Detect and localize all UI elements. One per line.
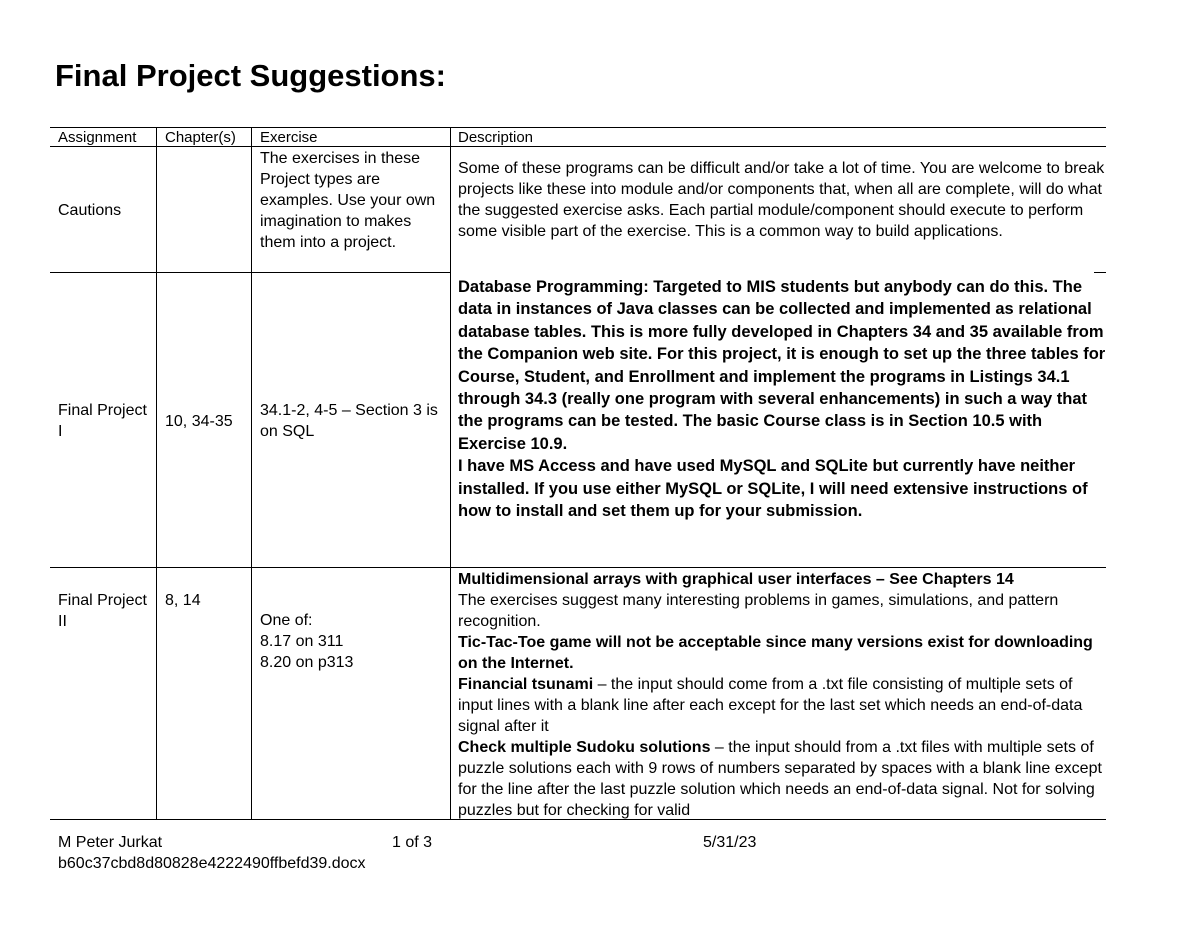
header-assignment: Assignment bbox=[58, 129, 137, 146]
col-divider-1 bbox=[156, 127, 157, 819]
footer-filename: b60c37cbd8d80828e4222490ffbefd39.docx bbox=[58, 855, 366, 872]
desc-text: Targeted to MIS students but anybody can do this. The data in instances of Java classes can be collected and implemented as relational database tables. This is more fully developed in Chapters 34 and 35 available from the Companion web site. For this project, it is enough to set up the three tables for Course, Student, and Enrollment and implement the programs in Listings 34.1 through 34.3 (really one program with several enhancements) in such a way that the programs can be tested. The basic Course class is in Section 10.5 with Exercise 10.9. bbox=[458, 278, 1106, 453]
desc-paragraph bbox=[458, 158, 1106, 242]
page-title: Final Project Suggestions: bbox=[55, 58, 446, 93]
row2-assignment: Final Project I bbox=[58, 402, 147, 440]
row1-bottom-border bbox=[50, 272, 450, 273]
desc-bold: Tic-Tac-Toe game will not be acceptable since many versions exist for downloading on the Internet. bbox=[458, 634, 1093, 672]
row3-exercise bbox=[260, 610, 442, 673]
header-chapters: Chapter(s) bbox=[165, 129, 236, 146]
row1-description bbox=[458, 158, 1106, 242]
desc-bold: Check multiple Sudoku solutions bbox=[458, 739, 711, 756]
exercise-label: One of: bbox=[260, 612, 313, 629]
col-divider-3 bbox=[450, 127, 451, 819]
row1-bottom-border-tail bbox=[1094, 272, 1106, 273]
row1-assignment: Cautions bbox=[58, 202, 122, 219]
footer-page: 1 of 3 bbox=[392, 834, 433, 851]
desc-text: The exercises suggest many interesting problems in games, simulations, and pattern recognition. bbox=[458, 592, 1059, 630]
desc-paragraph bbox=[458, 674, 1106, 737]
desc-paragraph bbox=[458, 455, 1106, 522]
desc-paragraph bbox=[458, 590, 1106, 632]
desc-paragraph bbox=[458, 276, 1106, 455]
header-exercise: Exercise bbox=[260, 129, 318, 146]
row2-exercise: 34.1-2, 4-5 – Section 3 is on SQL bbox=[260, 402, 438, 440]
row1-exercise: The exercises in these Project types are examples. Use your own imagination to makes them into a project. bbox=[260, 150, 436, 251]
desc-paragraph bbox=[458, 632, 1106, 674]
row2-chapters: 10, 34-35 bbox=[165, 413, 233, 430]
row2-description bbox=[458, 276, 1106, 522]
desc-text: Some of these programs can be difficult and/or take a lot of time. You are welcome to break projects like these into module and/or components that, when all are complete, will do what the suggested exercise asks. Each partial module/component should execute to perform some visible part of the exercise. This is a common way to build applications. bbox=[458, 160, 1105, 240]
desc-text: – the input should come from a .txt file consisting of multiple sets of input lines with a blank line after each except for the last set which needs an end-of-data signal after it bbox=[458, 676, 1083, 735]
exercise-item: 8.17 on 311 bbox=[260, 633, 344, 650]
exercise-item: 8.20 on p313 bbox=[260, 654, 354, 671]
col-divider-2 bbox=[251, 127, 252, 819]
footer-author: M Peter Jurkat bbox=[58, 834, 163, 851]
desc-text: I have MS Access and have used MySQL and SQLite but currently have neither installed. If you use either MySQL or SQLite, I will need extensive instructions of how to install and set them up for your submission. bbox=[458, 457, 1088, 521]
row3-description bbox=[458, 569, 1106, 819]
desc-text: – the input should from a .txt files with multiple sets of puzzle solutions each with 9 rows of numbers separated by spaces with a blank line except for the line after the last puzzle solution which needs an end-of-data signal. Not for solving puzzles but for checking for valid bbox=[458, 739, 1102, 819]
desc-paragraph bbox=[458, 737, 1106, 819]
row3-chapters: 8, 14 bbox=[165, 592, 201, 609]
row2-bottom-border bbox=[50, 567, 1106, 568]
table-bottom-border bbox=[50, 819, 1106, 820]
table-top-border bbox=[50, 127, 1106, 128]
desc-bold: Multidimensional arrays with graphical user interfaces – See Chapters 14 bbox=[458, 571, 1014, 588]
desc-paragraph bbox=[458, 569, 1106, 590]
desc-bold: Database Programming: bbox=[458, 278, 649, 296]
row3-assignment: Final Project II bbox=[58, 592, 147, 630]
desc-bold: Financial tsunami bbox=[458, 676, 594, 693]
footer-date: 5/31/23 bbox=[703, 834, 757, 851]
header-description: Description bbox=[458, 129, 534, 146]
